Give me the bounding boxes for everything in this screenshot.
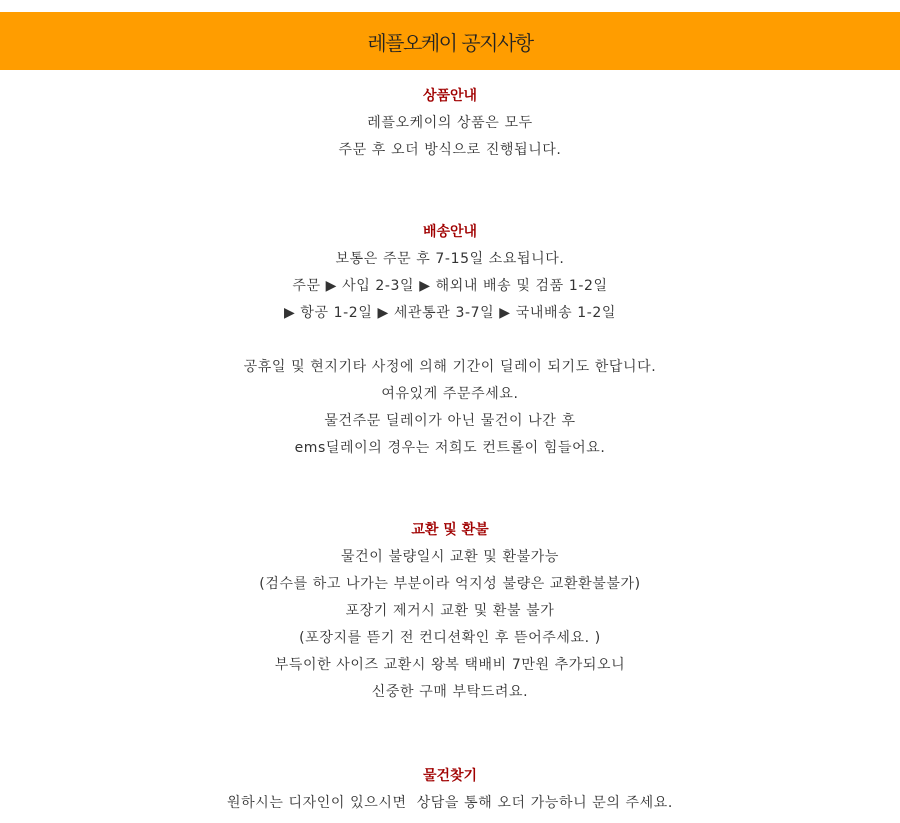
shipping-note: 물건주문 딜레이가 아닌 물건이 나간 후 xyxy=(324,413,576,429)
product-line: 레플오케이의 상품은 모두 xyxy=(367,115,533,131)
exchange-line: 물건이 불량일시 교환 및 환불가능 xyxy=(341,549,559,565)
section-title-product: 상품안내 xyxy=(422,88,478,104)
shipping-note: 공휴일 및 현지기타 사정에 의해 기간이 딜레이 되기도 한답니다. xyxy=(243,359,657,375)
section-spacer xyxy=(0,462,900,517)
find-item-section xyxy=(0,763,900,817)
notice-content xyxy=(0,83,900,817)
exchange-refund-section xyxy=(0,517,900,706)
notice-banner-title: 레플오케이 공지사항 xyxy=(367,30,533,55)
shipping-line: 보통은 주문 후 7-15일 소요됩니다. xyxy=(335,251,565,267)
section-title-find: 물건찾기 xyxy=(422,768,478,784)
section-spacer xyxy=(0,164,900,219)
product-line: 주문 후 오더 방식으로 진행됩니다. xyxy=(338,142,562,158)
paragraph-spacer xyxy=(0,327,900,354)
shipping-note: ems딜레이의 경우는 저희도 컨트롤이 힘들어요. xyxy=(294,440,606,456)
exchange-line: 신중한 구매 부탁드려요. xyxy=(371,684,529,700)
section-title-exchange: 교환 및 환불 xyxy=(411,522,489,538)
notice-banner xyxy=(0,12,900,70)
shipping-note: 여유있게 주문주세요. xyxy=(381,386,519,402)
section-spacer xyxy=(0,706,900,763)
exchange-line: 포장기 제거시 교환 및 환불 불가 xyxy=(345,603,555,619)
shipping-line: 주문 ▶ 사입 2-3일 ▶ 해외내 배송 및 검품 1-2일 xyxy=(292,278,608,294)
find-line: 원하시는 디자인이 있으시면 상담을 통해 오더 가능하니 문의 주세요. xyxy=(227,795,673,811)
shipping-info-section xyxy=(0,219,900,462)
product-info-section xyxy=(0,83,900,164)
exchange-line: (포장지를 뜯기 전 컨디션확인 후 뜯어주세요. ) xyxy=(299,630,601,646)
exchange-line: (검수를 하고 나가는 부분이라 억지성 불량은 교환환불불가) xyxy=(259,576,641,592)
section-title-shipping: 배송안내 xyxy=(422,224,478,240)
shipping-line: ▶ 항공 1-2일 ▶ 세관통관 3-7일 ▶ 국내배송 1-2일 xyxy=(283,305,617,321)
exchange-line: 부득이한 사이즈 교환시 왕복 택배비 7만원 추가되오니 xyxy=(274,657,626,673)
